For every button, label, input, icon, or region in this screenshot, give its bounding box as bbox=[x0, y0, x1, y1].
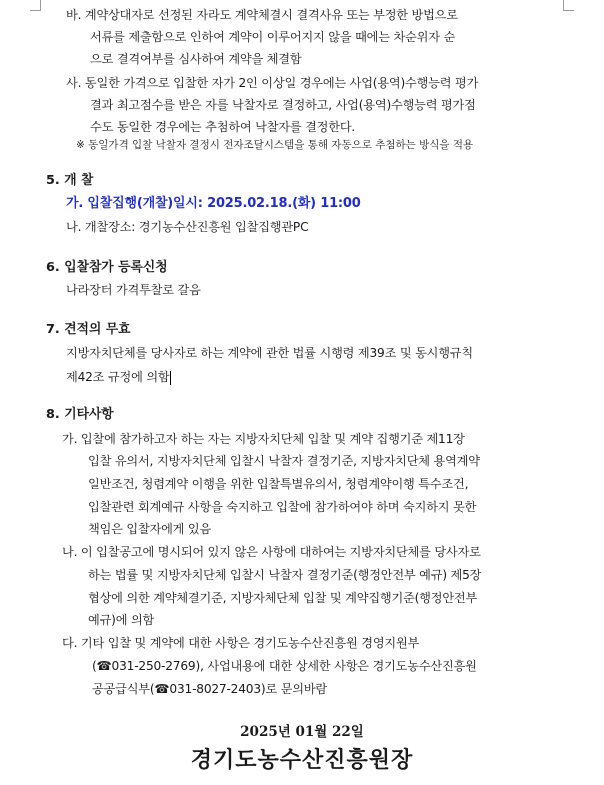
clause-sa-line1: 사. 동일한 가격으로 입찰한 자가 2인 이상일 경우에는 사업(용역)수행능력 평가 bbox=[66, 76, 479, 90]
clause-ba-line2: 서류를 제출함으로 인하여 계약이 이루어지지 않을 때에는 차순위자 순 bbox=[90, 30, 456, 44]
text-cursor bbox=[170, 371, 171, 385]
clause-ba-line1: 바. 계약상대자로 선정된 자라도 계약체결시 결격사유 또는 부정한 방법으로 bbox=[66, 8, 458, 22]
clause-sa-line3: 수도 동일한 경우에는 추첨하여 낙찰자를 결정한다. bbox=[90, 120, 356, 134]
clause-8da-line3: 공공급식부(☎031-8027-2403)로 문의바람 bbox=[92, 682, 327, 696]
tie-break-note: ※ 동일가격 입찰 낙찰자 결정시 전자조달시스템을 통해 자동으로 추첨하는 방식을 적용 bbox=[76, 139, 474, 151]
clause-8ga-line2: 입찰 유의서, 지방자치단체 입찰시 낙찰자 결정기준, 지방자치단체 용역계약 bbox=[88, 454, 480, 468]
section-8-heading: 8. 기타사항 bbox=[46, 407, 114, 422]
clause-8na-line4: 예규)에 의함 bbox=[88, 613, 155, 627]
issuer-signature: 경기도농수산진흥원장 bbox=[190, 747, 414, 773]
clause-8ga-line3: 일반조건, 청렴계약 이행을 위한 입찰특별유의서, 청렴계약이행 특수조건, bbox=[88, 477, 469, 491]
clause-8ga-line5: 책임은 입찰자에게 있음 bbox=[88, 522, 212, 536]
opening-location: 나. 개찰장소: 경기농수산진흥원 입찰집행관PC bbox=[66, 220, 309, 234]
invalid-estimate-line2: 제42조 규정에 의함 bbox=[66, 370, 170, 384]
clause-8na-line2: 하는 법률 및 지방자치단체 입찰시 낙찰자 결정기준(행정안전부 예규) 제5장 bbox=[88, 568, 482, 582]
page-corner-mark-right bbox=[563, 0, 574, 11]
section-6-heading: 6. 입찰참가 등록신청 bbox=[46, 260, 168, 275]
registration-body: 나라장터 가격투찰로 갈음 bbox=[66, 283, 201, 297]
opening-datetime: 가. 입찰집행(개찰)일시: 2025.02.18.(화) 11:00 bbox=[66, 196, 361, 211]
announcement-date: 2025년 01월 22일 bbox=[240, 724, 364, 740]
clause-8ga-line4: 입찰관련 회계예규 사항을 숙지하고 입찰에 참가하여야 하며 숙지하지 못한 bbox=[88, 500, 477, 514]
page-corner-mark-left bbox=[30, 0, 41, 11]
clause-8ga-line1: 가. 입찰에 참가하고자 하는 자는 지방자치단체 입찰 및 계약 집행기준 제11장 bbox=[62, 432, 465, 446]
invalid-estimate-line1: 지방자치단체를 당사자로 하는 계약에 관한 법률 시행령 제39조 및 동시행규칙 bbox=[66, 346, 473, 360]
clause-8da-line2: (☎031-250-2769), 사업내용에 대한 상세한 사항은 경기도농수산진흥원 bbox=[92, 659, 477, 673]
clause-ba-line3: 으로 결격여부를 심사하여 계약을 체결함 bbox=[90, 52, 302, 66]
clause-8na-line3: 협상에 의한 계약체결기준, 지방자체단체 입찰 및 계약집행기준(행정안전부 bbox=[88, 591, 478, 605]
invalid-estimate-line2-wrap bbox=[66, 366, 171, 388]
section-7-heading: 7. 견적의 무효 bbox=[46, 322, 131, 337]
section-5-heading: 5. 개 찰 bbox=[46, 173, 94, 188]
clause-8na-line1: 나. 이 입찰공고에 명시되어 있지 않은 사항에 대하여는 지방자치단체를 당사자로 bbox=[62, 545, 481, 559]
clause-8da-line1: 다. 기타 입찰 및 계약에 대한 사항은 경기도농수산진흥원 경영지원부 bbox=[62, 636, 420, 650]
clause-sa-line2: 결과 최고점수를 받은 자를 낙찰자로 결정하고, 사업(용역)수행능력 평가점 bbox=[90, 98, 476, 112]
